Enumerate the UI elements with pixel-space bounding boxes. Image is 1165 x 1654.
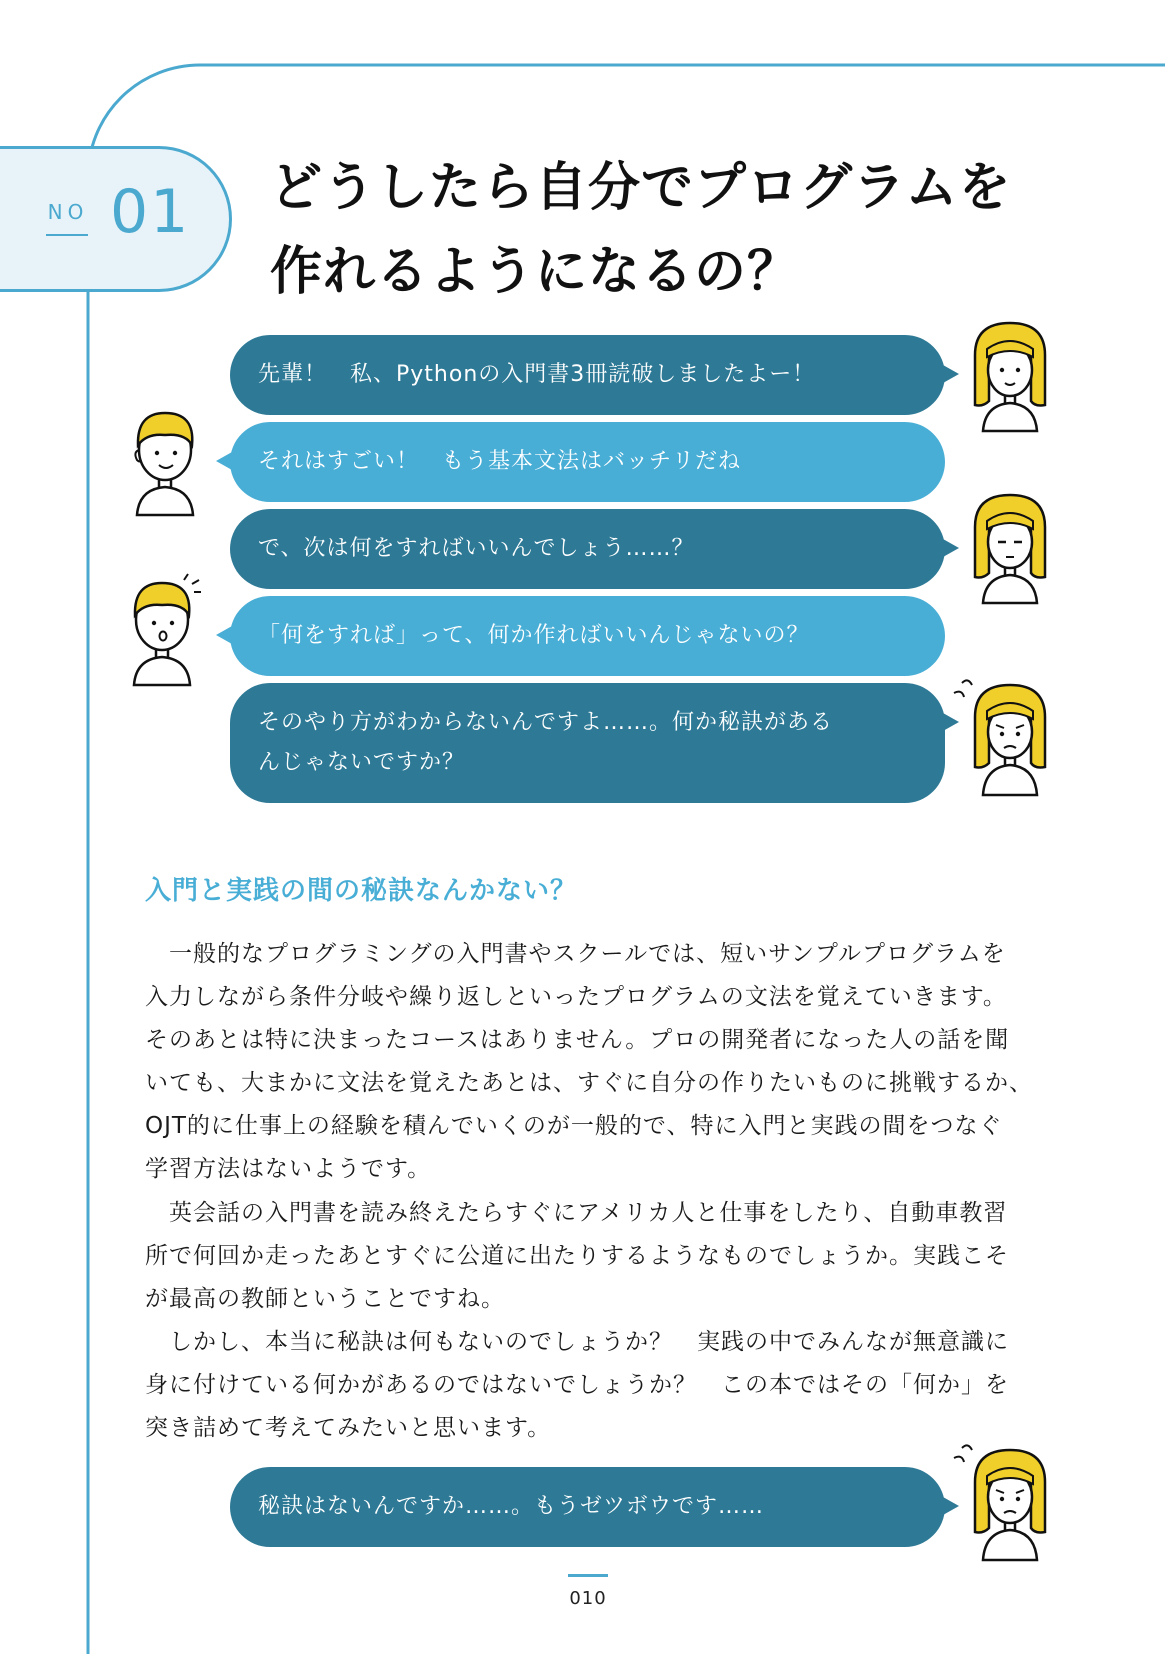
body-paragraph xyxy=(145,1192,1045,1321)
body-paragraph xyxy=(145,933,1045,1191)
page-number: 010 xyxy=(569,1588,607,1609)
page-number-rule xyxy=(568,1574,608,1577)
page-title xyxy=(270,146,1130,314)
speech-bubble-kohai-closing xyxy=(230,1467,945,1547)
body-paragraph xyxy=(145,1321,1045,1450)
paragraph-line: 所で何回か走ったあとすぐに公道に出たりするようなものでしょうか。実践こそ xyxy=(145,1243,1009,1269)
chapter-number: 01 xyxy=(110,177,191,247)
bubble-text: 「何をすれば」って、何か作ればいいんじゃないの？ xyxy=(258,623,810,648)
paragraph-line: そのあとは特に決まったコースはありません。プロの開発者になった人の話を聞 xyxy=(145,1027,1010,1053)
kohai-character-icon xyxy=(965,487,1055,607)
bubble-text: で、次は何をすればいいんでしょう……？ xyxy=(258,536,695,561)
title-line: どうしたら自分でプログラムを xyxy=(270,158,1012,218)
title-line: 作れるようになるの？ xyxy=(270,242,801,302)
bubble-text: 秘訣はないんですか……。もうゼツボウです…… xyxy=(258,1494,765,1519)
speech-bubble-senpai xyxy=(230,596,945,676)
kohai-worried-character-icon xyxy=(950,675,1055,800)
paragraph-line: 入力しながら条件分岐や繰り返しといったプログラムの文法を覚えていきます。 xyxy=(145,984,1007,1010)
bubble-text: それはすごい！ もう基本文法はバッチリだね xyxy=(258,449,742,474)
paragraph-line: しかし、本当に秘訣は何もないのでしょうか？ 実践の中でみんなが無意識に xyxy=(145,1329,1009,1355)
speech-bubble-senpai xyxy=(230,422,945,502)
chapter-no-label: NO xyxy=(47,200,89,224)
speech-bubble-kohai xyxy=(230,335,945,415)
kohai-worried-character-icon xyxy=(950,1440,1055,1565)
paragraph-line: 学習方法はないようです。 xyxy=(145,1156,432,1182)
bubble-text xyxy=(258,703,833,783)
paragraph-line: OJT的に仕事上の経験を積んでいくのが一般的で、特に入門と実践の間をつなぐ xyxy=(145,1113,1003,1139)
paragraph-line: いても、大まかに文法を覚えたあとは、すぐに自分の作りたいものに挑戦するか、 xyxy=(145,1070,1033,1096)
paragraph-line: 一般的なプログラミングの入門書やスクールでは、短いサンプルプログラムを xyxy=(145,941,1006,967)
paragraph-line: 英会話の入門書を読み終えたらすぐにアメリカ人と仕事をしたり、自動車教習 xyxy=(145,1200,1008,1226)
senpai-surprised-character-icon xyxy=(122,570,212,690)
section-heading: 入門と実践の間の秘訣なんかない？ xyxy=(145,876,578,906)
speech-bubble-kohai xyxy=(230,509,945,589)
paragraph-line: 身に付けている何かがあるのではないでしょうか？ この本ではその「何か」を xyxy=(145,1372,1009,1398)
bubble-text-line: んじゃないですか？ xyxy=(258,750,466,775)
paragraph-line: 突き詰めて考えてみたいと思います。 xyxy=(145,1415,552,1441)
senpai-character-icon xyxy=(125,405,205,520)
bubble-text: 先輩！ 私、Pythonの入門書3冊読破しましたよー！ xyxy=(258,362,816,387)
chapter-no-underline xyxy=(46,234,88,236)
speech-bubble-kohai xyxy=(230,683,945,803)
kohai-character-icon xyxy=(965,315,1055,435)
bubble-text-line: そのやり方がわからないんですよ……。何か秘訣がある xyxy=(258,710,834,735)
paragraph-line: が最高の教師ということですね。 xyxy=(145,1286,505,1312)
